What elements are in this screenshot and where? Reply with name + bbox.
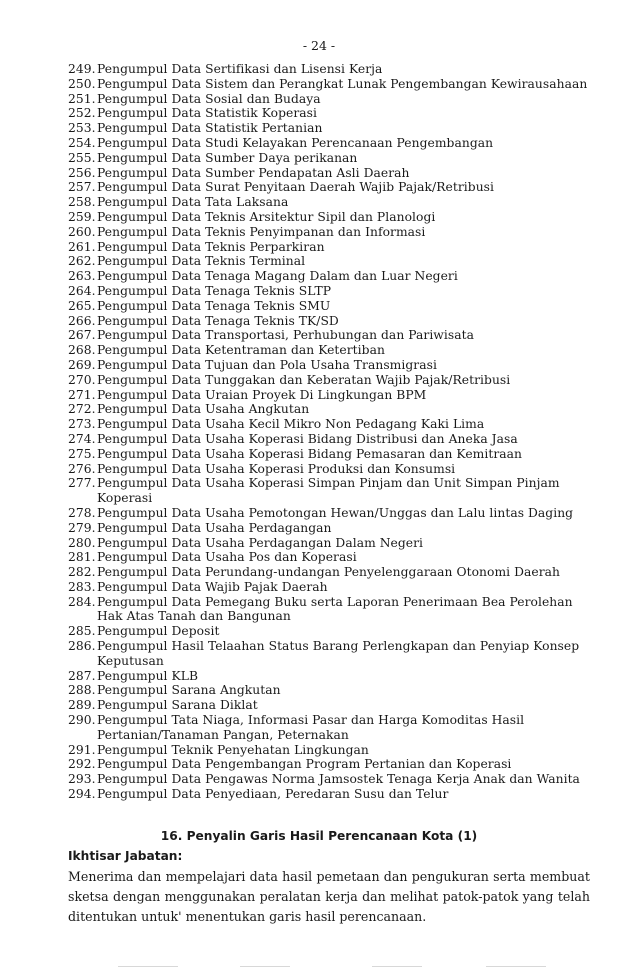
list-item-number: 280. (68, 535, 96, 550)
list-item-number: 276. (68, 461, 96, 476)
list-item (68, 151, 588, 166)
list-item-number: 257. (68, 180, 96, 195)
list-item-text: Pengumpul Data Tenaga Magang Dalam dan Luar Negeri (97, 269, 458, 284)
list-item (68, 328, 588, 343)
list-item-text: Pengumpul Data Usaha Koperasi Simpan Pinjam dan Unit Simpan Pinjam Koperasi (97, 476, 560, 506)
list-item (68, 521, 588, 536)
list-item-text: Pengumpul Sarana Diklat (97, 698, 258, 713)
list-item (68, 624, 588, 639)
list-item-text: Pengumpul Data Tata Laksana (97, 195, 289, 210)
list-item-number: 250. (68, 76, 96, 91)
section-subheading: Ikhtisar Jabatan: (68, 849, 183, 863)
list-item-text: Pengumpul Data Sistem dan Perangkat Lunak Pengembangan Kewirausahaan (97, 76, 588, 91)
list-item (68, 536, 588, 551)
list-item-text: Pengumpul Data Teknis Perparkiran (97, 239, 325, 254)
list-item-number: 256. (68, 165, 96, 180)
list-item (68, 698, 588, 713)
list-item-text: Pengumpul Teknik Penyehatan Lingkungan (97, 742, 369, 757)
list-item-text: Pengumpul Data Statistik Koperasi (97, 106, 318, 121)
list-item-text: Pengumpul Data Tujuan dan Pola Usaha Transmigrasi (97, 357, 437, 372)
list-item-number: 275. (68, 446, 96, 461)
list-item-number: 249. (68, 62, 96, 76)
list-item-text: Pengumpul Data Wajib Pajak Daerah (97, 579, 328, 594)
list-item-number: 267. (68, 328, 96, 343)
list-item (68, 254, 588, 269)
list-item (68, 772, 588, 787)
list-item (68, 358, 588, 373)
list-item-text: Pengumpul Hasil Telaahan Status Barang Perlengkapan dan Penyiap Konsep Keputusan (97, 639, 580, 668)
list-item-text: Pengumpul Data Penyediaan, Peredaran Susu dan Telur (97, 787, 449, 802)
list-item-number: 286. (68, 639, 96, 654)
list-item-text: Pengumpul Data Teknis Arsitektur Sipil dan Planologi (97, 209, 436, 224)
list-item (68, 432, 588, 447)
list-item-text: Pengumpul Deposit (97, 624, 220, 639)
list-item-text: Pengumpul Data Pemegang Buku serta Laporan Penerimaan Bea Perolehan Hak Atas Tanah dan Bangunan (97, 594, 573, 624)
list-item-text: Pengumpul Data Pengawas Norma Jamsostek Tenaga Kerja Anak dan Wanita (97, 772, 580, 787)
list-item (68, 373, 588, 388)
list-item-text: Pengumpul Data Surat Penyitaan Daerah Wajib Pajak/Retribusi (97, 180, 495, 195)
list-item-number: 254. (68, 135, 96, 150)
list-item (68, 462, 588, 477)
list-item (68, 284, 588, 299)
list-item (68, 92, 588, 107)
list-item-number: 279. (68, 520, 96, 535)
list-item-text: Pengumpul KLB (97, 668, 199, 683)
list-item-text: Pengumpul Data Tenaga Teknis SLTP (97, 283, 332, 298)
list-item-text: Pengumpul Data Usaha Kecil Mikro Non Pedagang Kaki Lima (97, 417, 485, 432)
list-item-number: 272. (68, 402, 96, 417)
scan-artifact-line (118, 966, 178, 967)
list-item (68, 506, 588, 521)
list-item-text: Pengumpul Data Usaha Perdagangan Dalam Negeri (97, 535, 424, 550)
list-item-text: Pengumpul Data Usaha Perdagangan (97, 520, 332, 535)
list-item-number: 258. (68, 195, 96, 210)
list-item-number: 270. (68, 372, 96, 387)
list-item-number: 283. (68, 579, 96, 594)
list-item-number: 277. (68, 476, 96, 491)
list-item (68, 580, 588, 595)
list-item (68, 447, 588, 462)
list-item-number: 259. (68, 209, 96, 224)
list-item-text: Pengumpul Data Teknis Terminal (97, 254, 306, 269)
list-item (68, 225, 588, 240)
list-item-text: Pengumpul Data Usaha Angkutan (97, 402, 310, 417)
list-item-text: Pengumpul Data Sumber Daya perikanan (97, 150, 358, 165)
section-body: Menerima dan mempelajari data hasil pemetaan dan pengukuran serta membuat sketsa dengan menggunakan peralatan kerja dan melihat patok-patok yang telah ditentukan untuk' menentukan garis hasil perencanaan. (68, 869, 590, 924)
list-item (68, 240, 588, 255)
list-item-text: Pengumpul Data Sumber Pendapatan Asli Daerah (97, 165, 410, 180)
list-item-number: 263. (68, 269, 96, 284)
list-item-number: 255. (68, 150, 96, 165)
list-item-number: 262. (68, 254, 96, 269)
list-item (68, 77, 588, 92)
list-item (68, 166, 588, 181)
list-item (68, 757, 588, 772)
list-item-number: 284. (68, 594, 96, 609)
list-item-number: 294. (68, 787, 96, 802)
list-item (68, 639, 588, 669)
list-item-number: 268. (68, 343, 96, 358)
list-item-number: 269. (68, 357, 96, 372)
list-item (68, 343, 588, 358)
list-item-number: 266. (68, 313, 96, 328)
list-item-number: 278. (68, 505, 96, 520)
list-item-text: Pengumpul Data Teknis Penyimpanan dan Informasi (97, 224, 426, 239)
list-item (68, 195, 588, 210)
list-item-text: Pengumpul Data Tenaga Teknis TK/SD (97, 313, 339, 328)
list-item-number: 291. (68, 742, 96, 757)
list-item-number: 273. (68, 417, 96, 432)
list-item-number: 252. (68, 106, 96, 121)
list-item-number: 282. (68, 565, 96, 580)
list-item-text: Pengumpul Data Perundang-undangan Penyelenggaraan Otonomi Daerah (97, 565, 560, 580)
list-item (68, 299, 588, 314)
list-item-number: 271. (68, 387, 96, 402)
list-item-text: Pengumpul Data Ketentraman dan Ketertiban (97, 343, 385, 358)
scan-artifact-line (372, 966, 422, 967)
list-item-number: 293. (68, 772, 96, 787)
list-item (68, 269, 588, 284)
list-item (68, 62, 588, 77)
list-item (68, 683, 588, 698)
list-item-text: Pengumpul Data Tunggakan dan Keberatan Wajib Pajak/Retribusi (97, 372, 511, 387)
list-item (68, 565, 588, 580)
list-item (68, 669, 588, 684)
list-item (68, 713, 588, 743)
list-item-number: 281. (68, 550, 96, 565)
list-item-number: 251. (68, 91, 96, 106)
list-item-number: 253. (68, 121, 96, 136)
scan-artifact-line (240, 966, 290, 967)
list-item-text: Pengumpul Data Usaha Koperasi Produksi dan Konsumsi (97, 461, 456, 476)
list-item-text: Pengumpul Data Statistik Pertanian (97, 121, 323, 136)
list-item (68, 476, 588, 506)
list-item-text: Pengumpul Data Transportasi, Perhubungan dan Pariwisata (97, 328, 474, 343)
list-item-text: Pengumpul Data Usaha Koperasi Bidang Pemasaran dan Kemitraan (97, 446, 523, 461)
list-item (68, 595, 588, 625)
list-item-number: 285. (68, 624, 96, 639)
list-item (68, 550, 588, 565)
list-item (68, 136, 588, 151)
list-item-text: Pengumpul Data Usaha Pos dan Koperasi (97, 550, 357, 565)
list-item-number: 292. (68, 757, 96, 772)
job-list (68, 62, 588, 802)
list-item-number: 289. (68, 698, 96, 713)
list-item-text: Pengumpul Data Tenaga Teknis SMU (97, 298, 331, 313)
list-item (68, 743, 588, 758)
list-item-number: 290. (68, 713, 96, 728)
list-item-number: 261. (68, 239, 96, 254)
list-item-number: 274. (68, 431, 96, 446)
list-item (68, 180, 588, 195)
list-item-text: Pengumpul Tata Niaga, Informasi Pasar dan Harga Komoditas Hasil Pertanian/Tanaman Pangan, Peternakan (97, 713, 525, 742)
list-item (68, 787, 588, 802)
page-number: - 24 - (302, 38, 336, 53)
section-title: 16. Penyalin Garis Hasil Perencanaan Kota (1) (160, 829, 478, 843)
scan-artifact-line (486, 966, 546, 967)
list-item-text: Pengumpul Data Studi Kelayakan Perencanaan Pengembangan (97, 135, 494, 150)
list-item-number: 287. (68, 668, 96, 683)
list-item (68, 388, 588, 403)
list-item (68, 121, 588, 136)
list-item-number: 288. (68, 683, 96, 698)
list-item (68, 314, 588, 329)
list-item-text: Pengumpul Sarana Angkutan (97, 683, 281, 698)
list-item (68, 210, 588, 225)
list-item-text: Pengumpul Data Sosial dan Budaya (97, 91, 321, 106)
list-item (68, 106, 588, 121)
list-item-text: Pengumpul Data Pengembangan Program Pertanian dan Koperasi (97, 757, 512, 772)
list-item-text: Pengumpul Data Usaha Koperasi Bidang Distribusi dan Aneka Jasa (97, 431, 518, 446)
list-item-text: Pengumpul Data Uraian Proyek Di Lingkungan BPM (97, 387, 427, 402)
list-item-text: Pengumpul Data Sertifikasi dan Lisensi Kerja (97, 62, 383, 76)
list-item-text: Pengumpul Data Usaha Pemotongan Hewan/Unggas dan Lalu lintas Daging (97, 505, 574, 520)
list-item-number: 260. (68, 224, 96, 239)
list-item (68, 402, 588, 417)
list-item-number: 265. (68, 298, 96, 313)
list-item-number: 264. (68, 283, 96, 298)
list-item (68, 417, 588, 432)
